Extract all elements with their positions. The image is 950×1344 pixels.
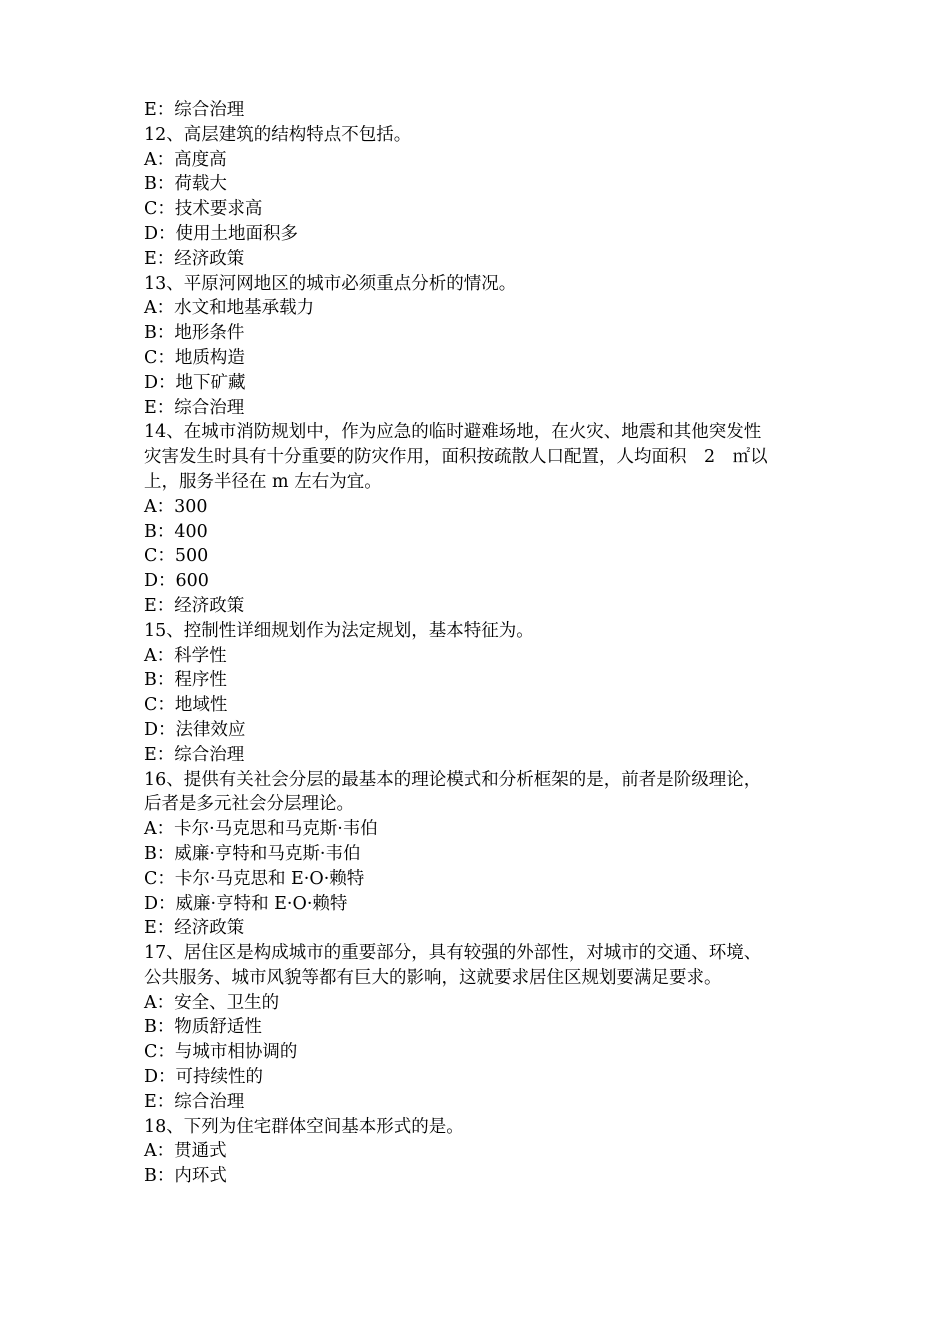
option-d: D：法律效应 — [144, 719, 246, 740]
option-d: D：地下矿藏 — [144, 372, 246, 393]
option-c: C：500 — [144, 546, 209, 567]
question-16-line-2: 后者是多元社会分层理论。 — [144, 794, 354, 815]
option-a: A：贯通式 — [144, 1141, 227, 1162]
question-17-line-2: 公共服务、城市风貌等都有巨大的影响，这就要求居住区规划要满足要求。 — [144, 967, 722, 988]
question-14-line-1: 14、在城市消防规划中，作为应急的临时避难场地，在火灾、地震和其他突发性 — [144, 422, 762, 443]
option-d: D：可持续性的 — [144, 1067, 264, 1088]
question-18: 18、下列为住宅群体空间基本形式的是。 — [144, 1116, 464, 1137]
option-e: E：综合治理 — [144, 1091, 245, 1112]
text-line: E：综合治理 — [144, 100, 245, 120]
option-b: B：地形条件 — [144, 323, 245, 344]
option-e: E：经济政策 — [144, 595, 245, 616]
question-16-line-1: 16、提供有关社会分层的最基本的理论模式和分析框架的是，前者是阶级理论， — [144, 769, 762, 790]
option-d: D：使用土地面积多 — [144, 223, 299, 244]
option-a: A：水文和地基承载力 — [144, 298, 315, 319]
option-b: B：威廉·亨特和马克斯·韦伯 — [144, 843, 361, 864]
option-b: B：400 — [144, 521, 208, 542]
option-c: C：地域性 — [144, 695, 228, 716]
option-e: E：综合治理 — [144, 397, 245, 418]
option-b: B：内环式 — [144, 1166, 227, 1187]
option-a: A：高度高 — [144, 149, 227, 170]
document-page — [144, 98, 824, 1189]
option-c: C：地质构造 — [144, 347, 245, 368]
question-14-line-2: 灾害发生时具有十分重要的防灾作用，面积按疏散人口配置，人均面积 2 ㎡以 — [144, 447, 768, 468]
option-e: E：综合治理 — [144, 744, 245, 765]
option-c: C：与城市相协调的 — [144, 1042, 298, 1063]
option-a: A：科学性 — [144, 645, 227, 666]
option-b: B：荷载大 — [144, 174, 227, 195]
option-c: C：卡尔·马克思和 E·O·赖特 — [144, 868, 365, 889]
option-b: B：程序性 — [144, 670, 227, 691]
option-b: B：物质舒适性 — [144, 1017, 262, 1038]
question-17-line-1: 17、居住区是构成城市的重要部分，具有较强的外部性，对城市的交通、环境、 — [144, 943, 762, 964]
option-a: A：300 — [144, 496, 208, 517]
option-a: A：安全、卫生的 — [144, 992, 280, 1013]
question-15: 15、控制性详细规划作为法定规划，基本特征为。 — [144, 620, 534, 641]
option-d: D：威廉·亨特和 E·O·赖特 — [144, 893, 348, 914]
question-13: 13、平原河网地区的城市必须重点分析的情况。 — [144, 273, 517, 294]
option-a: A：卡尔·马克思和马克斯·韦伯 — [144, 819, 378, 840]
option-c: C：技术要求高 — [144, 199, 263, 220]
question-12: 12、高层建筑的结构特点不包括。 — [144, 124, 412, 145]
option-e: E：经济政策 — [144, 918, 245, 939]
question-14-line-3: 上，服务半径在 m 左右为宜。 — [144, 471, 382, 492]
option-d: D：600 — [144, 571, 209, 592]
option-e: E：经济政策 — [144, 248, 245, 269]
